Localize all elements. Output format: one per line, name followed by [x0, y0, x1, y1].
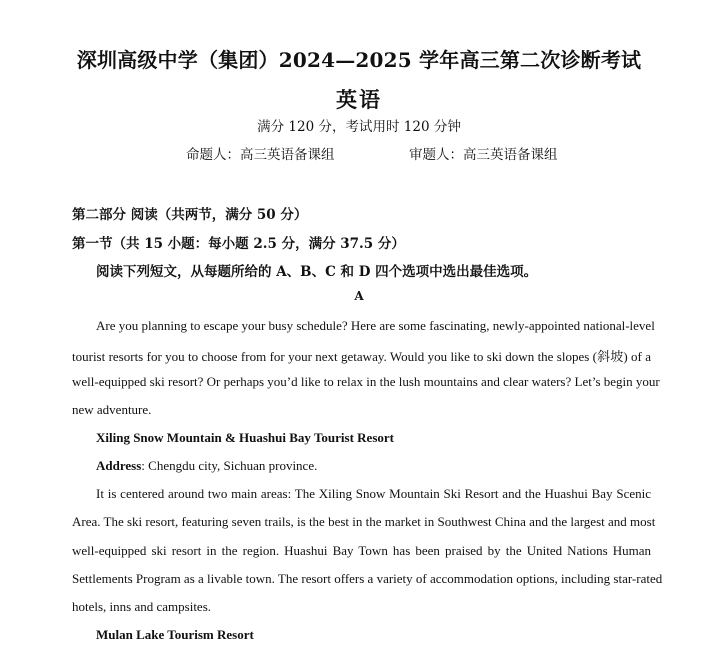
resort-1-line: Settlements Program as a livable town. The resort offers a variety of accommodation options, including star-rated [72, 571, 663, 586]
subject-title: 英语 [336, 87, 382, 112]
question-setter: 命题人：高三英语备课组 [186, 147, 335, 163]
reading-instruction: 阅读下列短文，从每题所给的 A、B、C 和 D 四个选项中选出最佳选项。 [96, 264, 538, 280]
intro-line: Are you planning to escape your busy schedule? Here are some fascinating, newly-appointed national-level [96, 318, 655, 333]
address-value: : Chengdu city, Sichuan province. [141, 458, 318, 473]
resort-1-line: hotels, inns and campsites. [72, 599, 212, 614]
section-heading: 第一节（共 15 小题：每小题 2.5 分，满分 37.5 分） [72, 236, 405, 252]
score-info: 满分 120 分，考试用时 120 分钟 [257, 119, 461, 135]
question-reviewer: 审题人：高三英语备课组 [409, 147, 558, 163]
intro-line: tourist resorts for you to choose from for your next getaway. Would you like to ski down the slopes (斜坡) of a [72, 349, 652, 364]
address-label: Address [96, 458, 142, 473]
passage-label: A [354, 289, 364, 303]
intro-line: new adventure. [72, 402, 152, 417]
resort-1-line: It is centered around two main areas: The Xiling Snow Mountain Ski Resort and the Huashui Bay Scenic [96, 486, 651, 501]
intro-line: well-equipped ski resort? Or perhaps you’d like to relax in the lush mountains and clear waters? Let’s begin your [72, 374, 660, 389]
part-heading: 第二部分 阅读（共两节，满分 50 分） [72, 207, 308, 223]
resort-2-title: Mulan Lake Tourism Resort [96, 627, 254, 642]
resort-1-title: Xiling Snow Mountain & Huashui Bay Tourist Resort [96, 430, 394, 445]
exam-title: 深圳高级中学（集团）2024—2025 学年高三第二次诊断考试 [76, 48, 642, 72]
resort-1-line: well-equipped ski resort in the region. Huashui Bay Town has been praised by the United Nations Human [72, 543, 651, 558]
resort-1-line: Area. The ski resort, featuring seven trails, is the best in the market in Southwest China and the largest and most [72, 514, 656, 529]
resort-1-address [96, 458, 651, 474]
